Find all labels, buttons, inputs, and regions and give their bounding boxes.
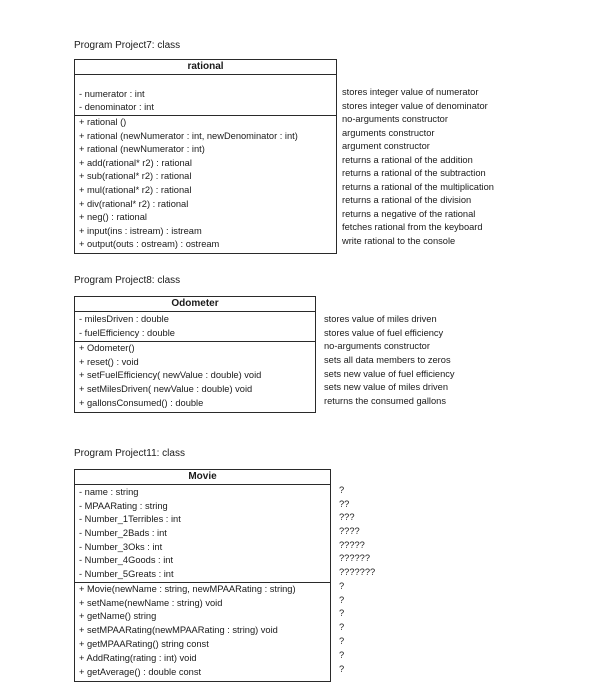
attribute-row: - name : string xyxy=(79,487,139,497)
description-row: ???? xyxy=(339,526,360,537)
description-row: ? xyxy=(339,663,345,674)
description-row: ??? xyxy=(339,512,355,523)
rational-class-box xyxy=(74,59,337,254)
method-row: + setMilesDriven( newValue : double) void xyxy=(79,384,253,395)
description-row: returns the consumed gallons xyxy=(324,396,446,407)
movie-methods xyxy=(75,583,330,682)
movie-attributes xyxy=(75,485,330,583)
description-row: returns a rational of the subtraction xyxy=(342,168,486,178)
description-row: no-arguments constructor xyxy=(324,341,430,352)
description-row: returns a negative of the rational xyxy=(342,208,476,219)
method-row: + getAverage() : double const xyxy=(79,666,202,677)
description-row: sets new value of miles driven xyxy=(324,382,449,393)
description-row: sets new value of fuel efficiency xyxy=(324,368,455,379)
project11-heading: Program Project11: class xyxy=(74,448,185,459)
description-row: ?? xyxy=(339,498,350,509)
odometer-methods xyxy=(75,342,315,412)
method-row: + setFuelEfficiency( newValue : double) void xyxy=(79,370,262,381)
attribute-row: - denominator : int xyxy=(79,102,154,112)
attribute-row: - MPAARating : string xyxy=(79,500,168,511)
attribute-row: - Number_5Greats : int xyxy=(79,569,174,580)
description-row: fetches rational from the keyboard xyxy=(342,222,483,232)
method-row: + AddRating(rating : int) void xyxy=(79,652,197,663)
description-row: ?????? xyxy=(339,553,371,564)
method-row: + getMPAARating() string const xyxy=(79,639,209,649)
method-row: + Movie(newName : string, newMPAARating : string) xyxy=(79,583,296,594)
odometer-class-name: Odometer xyxy=(75,297,315,312)
method-row: + gallonsConsumed() : double xyxy=(79,397,204,408)
attribute-row: - milesDriven : double xyxy=(79,314,169,324)
movie-class-name: Movie xyxy=(75,470,330,485)
attribute-row: - Number_1Terribles : int xyxy=(79,514,181,525)
method-row: + input(ins : istream) : istream xyxy=(79,225,202,236)
attribute-row: - fuelEfficiency : double xyxy=(79,327,175,338)
description-row: ? xyxy=(339,636,345,646)
method-row: + rational (newNumerator : int, newDenominator : int) xyxy=(79,130,298,141)
method-row: + neg() : rational xyxy=(79,212,147,223)
description-row: argument constructor xyxy=(342,141,430,151)
description-row: stores value of miles driven xyxy=(324,314,437,324)
odometer-class-box xyxy=(74,296,316,413)
method-row: + setMPAARating(newMPAARating : string) void xyxy=(79,625,278,636)
description-row: ? xyxy=(339,622,345,633)
rational-descriptions xyxy=(342,86,494,248)
description-row: stores value of fuel efficiency xyxy=(324,327,444,338)
method-row: + reset() : void xyxy=(79,356,139,367)
method-row: + add(rational* r2) : rational xyxy=(79,157,192,168)
description-row: returns a rational of the division xyxy=(342,195,472,205)
rational-attributes xyxy=(75,75,336,116)
rational-methods xyxy=(75,116,336,253)
description-row: ? xyxy=(339,485,345,495)
description-row: ? xyxy=(339,649,345,660)
description-row: ????? xyxy=(339,539,365,550)
odometer-attributes xyxy=(75,312,315,342)
description-row: stores integer value of denominator xyxy=(342,100,488,111)
method-row: + output(outs : ostream) : ostream xyxy=(79,239,220,250)
method-row: + Odometer() xyxy=(79,343,135,353)
attribute-row: - numerator : int xyxy=(79,89,145,99)
description-row: returns a rational of the addition xyxy=(342,154,473,165)
description-row: stores integer value of numerator xyxy=(342,87,479,97)
method-row: + div(rational* r2) : rational xyxy=(79,198,189,209)
description-row: ? xyxy=(339,580,345,591)
odometer-descriptions xyxy=(324,313,455,409)
movie-class-box xyxy=(74,469,331,682)
rational-class-name: rational xyxy=(75,60,336,75)
project8-heading: Program Project8: class xyxy=(74,275,181,286)
project7-heading: Program Project7: class xyxy=(74,40,181,51)
description-row: ??????? xyxy=(339,567,376,578)
attribute-row: - Number_3Oks : int xyxy=(79,541,163,552)
method-row: + mul(rational* r2) : rational xyxy=(79,184,192,195)
description-row: returns a rational of the multiplication xyxy=(342,181,494,192)
description-row: no-arguments constructor xyxy=(342,114,448,124)
method-row: + rational (newNumerator : int) xyxy=(79,144,205,155)
description-row: ? xyxy=(339,608,345,619)
attribute-row: - Number_2Bads : int xyxy=(79,528,167,539)
method-row: + setName(newName : string) void xyxy=(79,597,223,608)
method-row: + rational () xyxy=(79,117,127,127)
description-row: arguments constructor xyxy=(342,127,435,138)
description-row: write rational to the console xyxy=(342,235,456,246)
movie-descriptions xyxy=(339,484,375,676)
description-row: ? xyxy=(339,594,345,605)
method-row: + sub(rational* r2) : rational xyxy=(79,171,192,182)
method-row: + getName() string xyxy=(79,611,157,622)
attribute-row: - Number_4Goods : int xyxy=(79,555,174,566)
description-row: sets all data members to zeros xyxy=(324,355,451,366)
